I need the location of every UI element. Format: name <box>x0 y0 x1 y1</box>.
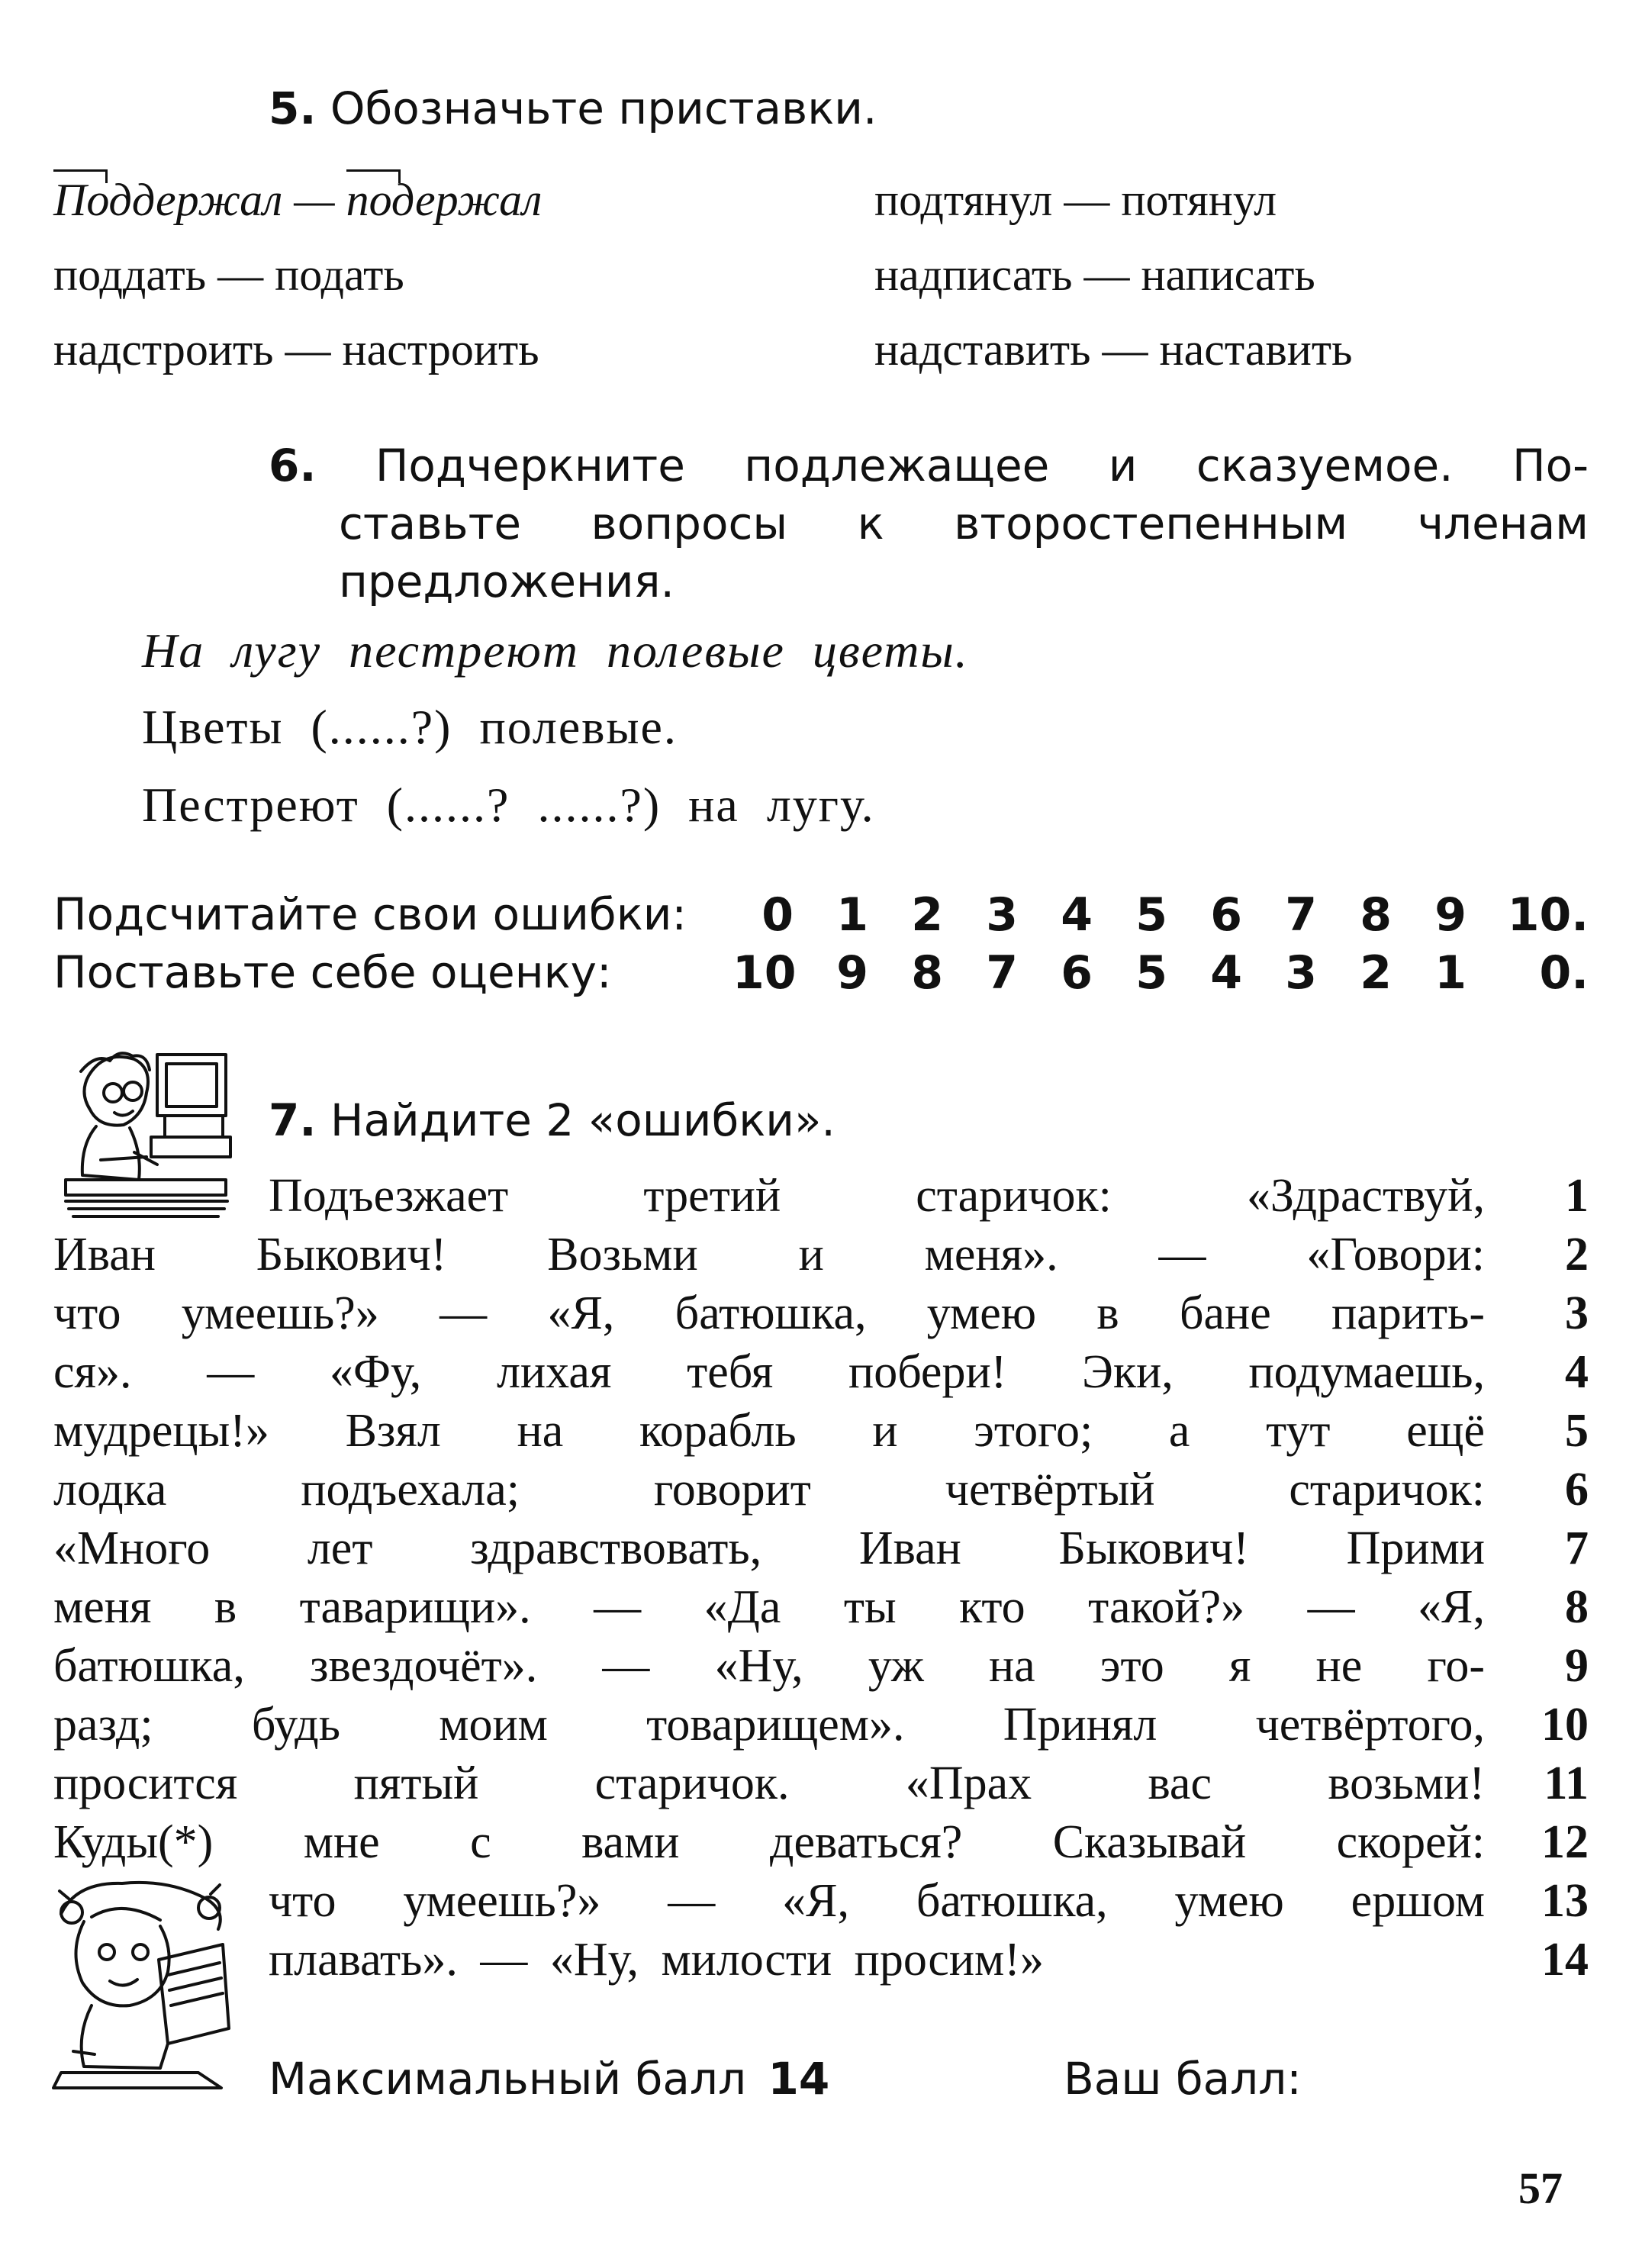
line-number: 9 <box>1565 1640 1589 1692</box>
grade-value: 3 <box>1285 946 1317 1000</box>
line-number: 13 <box>1541 1875 1589 1927</box>
task6-line-2: ставьте вопросы к второстепенным членам <box>339 498 1589 549</box>
line-number: 4 <box>1565 1346 1589 1398</box>
grade-value: 2 <box>1360 946 1392 1000</box>
task7-title: Найдите 2 «ошибки». <box>330 1094 835 1146</box>
max-score <box>269 2053 829 2105</box>
page-number: 57 <box>1518 2163 1563 2213</box>
task6-question-1: Цветы (......?) полевые. <box>142 700 678 754</box>
task5-heading <box>269 82 877 134</box>
line-number: 1 <box>1565 1170 1589 1222</box>
text-line: что умеешь?» — «Я, батюшка, умею в бане парить- <box>53 1287 1485 1339</box>
text-line: просится пятый старичок. «Прах вас возьми! <box>53 1757 1485 1809</box>
line-number: 7 <box>1565 1522 1589 1574</box>
max-score-value: 14 <box>768 2053 830 2105</box>
error-value: 10. <box>1507 888 1589 942</box>
text-line: разд; будь моим товарищем». Принял четвёртого, <box>53 1699 1485 1751</box>
errors-label: Подсчитайте свои ошибки: <box>53 888 687 940</box>
line-number: 2 <box>1565 1229 1589 1281</box>
text-line: ся». — «Фу, лихая тебя побери! Эки, подумаешь, <box>53 1346 1485 1398</box>
error-value: 7 <box>1285 888 1317 942</box>
task7-heading <box>269 1094 835 1146</box>
grade-value: 8 <box>911 946 943 1000</box>
grade-value: 1 <box>1434 946 1467 1000</box>
grade-label: Поставьте себе оценку: <box>53 946 612 998</box>
grade-value: 10 <box>732 946 797 1000</box>
line-number: 6 <box>1565 1464 1589 1516</box>
error-value: 6 <box>1210 888 1242 942</box>
text-line: «Много лет здравствовать, Иван Быкович! Прими <box>53 1522 1485 1574</box>
text-line: меня в таварищи». — «Да ты кто такой?» — «Я, <box>53 1581 1485 1633</box>
pair-right-3: надставить — наставить <box>874 324 1353 375</box>
word-poderzhal: подержал <box>346 175 543 225</box>
error-value: 5 <box>1135 888 1167 942</box>
line-number: 8 <box>1565 1581 1589 1633</box>
task6-instructions <box>269 437 1589 610</box>
task6-number: 6. <box>269 440 317 491</box>
pair-left-1: Поддержал — подержал <box>53 175 543 225</box>
error-value: 1 <box>836 888 868 942</box>
task6-question-2: Пестреют (......? ......?) на лугу. <box>142 778 875 832</box>
error-value: 0 <box>761 888 794 942</box>
line-number: 12 <box>1541 1816 1589 1868</box>
text-line: что умеешь?» — «Я, батюшка, умею ершом <box>269 1875 1485 1927</box>
error-value: 4 <box>1061 888 1093 942</box>
pair-left-2: поддать — подать <box>53 250 404 300</box>
max-score-label: Максимальный балл <box>269 2053 747 2105</box>
grade-value: 9 <box>836 946 868 1000</box>
line-number: 14 <box>1541 1934 1589 1986</box>
text-line: лодка подъехала; говорит четвёртый старичок: <box>53 1464 1485 1516</box>
line-number: 3 <box>1565 1287 1589 1339</box>
text-line: Куды(*) мне с вами деваться? Сказывай скорей: <box>53 1816 1485 1868</box>
girl-book-illustration <box>46 1868 237 2097</box>
word-podderzhal: Поддержал <box>53 175 283 225</box>
grade-value: 4 <box>1210 946 1242 1000</box>
pair-right-2: надписать — написать <box>874 250 1315 300</box>
line-number: 5 <box>1565 1405 1589 1457</box>
your-score-label: Ваш балл: <box>1064 2053 1302 2105</box>
task5-title: Обозначьте приставки. <box>330 82 877 134</box>
error-value: 8 <box>1360 888 1392 942</box>
grade-value: 5 <box>1135 946 1167 1000</box>
boy-computer-illustration <box>50 1045 241 1236</box>
error-value: 3 <box>986 888 1018 942</box>
text-line: Иван Быкович! Возьми и меня». — «Говори: <box>53 1229 1485 1281</box>
grade-value: 7 <box>986 946 1018 1000</box>
grade-value: 6 <box>1061 946 1093 1000</box>
grade-value: 0. <box>1539 946 1589 1000</box>
task5-number: 5. <box>269 82 317 134</box>
task6-line-1: 6. Подчеркните подлежащее и сказуемое. По- <box>269 440 1589 491</box>
text-line: плавать». — «Ну, милости просим!» <box>269 1934 1044 1986</box>
text-line: батюшка, звездочёт». — «Ну, уж на это я не го- <box>53 1640 1485 1692</box>
pair-left-3: надстроить — настроить <box>53 324 539 375</box>
text-line: Подъезжает третий старичок: «Здраствуй, <box>269 1170 1485 1222</box>
task7-number: 7. <box>269 1094 317 1146</box>
line-number: 11 <box>1544 1757 1589 1809</box>
text-line: мудрецы!» Взял на корабль и этого; а тут ещё <box>53 1405 1485 1457</box>
error-value: 2 <box>911 888 943 942</box>
line-number: 10 <box>1541 1699 1589 1751</box>
task6-sentence: На лугу пестреют полевые цветы. <box>142 623 969 678</box>
task6-line-3: предложения. <box>339 556 675 607</box>
error-value: 9 <box>1434 888 1467 942</box>
pair-right-1: подтянул — потянул <box>874 175 1277 225</box>
